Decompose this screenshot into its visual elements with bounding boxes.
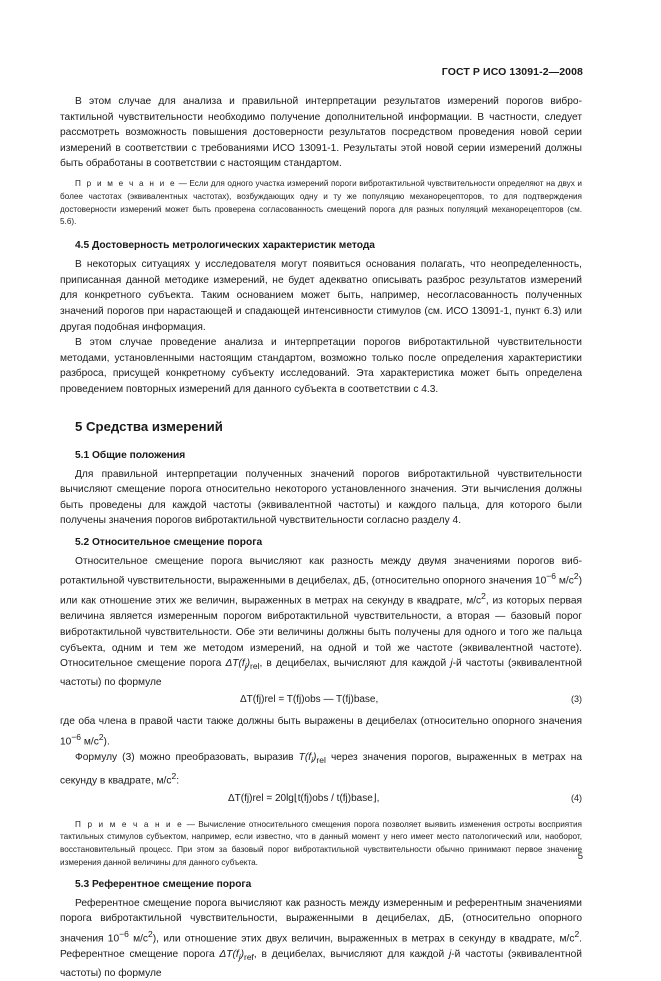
formula-4-expression: ΔT(fj)rel = 20lg⌊t(fj)obs / t(fj)base⌋,	[228, 792, 380, 804]
note-text: — Если для одного участка измерений пороги вибротактильной чувствительности определяют на двух и более частотах (эквивалентных частотах), возбуждающих одну и ту же популяцию механорецепторов, то для подтверждения достоверности измерений может быть проверена согласованность смещений порога для разных популяций механорецепторов (см. 5.6).	[60, 178, 582, 227]
section-5-2-paragraph-1: Относительное смещение порога вычисляют как разность между двумя значениями порогов вибротактильной чувствительности, выраженными в децибелах, дБ, (относительно опорного значения $10^{-6}$ $м/с^2$) или как отношение этих же величин, выраженных в метрах на секунду в квадрате, $м/с^2$, из которых первая величина является измеренным порогом вибротактильной чувствительности, а вторая — базовый порог вибротактильной чувствительности. Обе эти величины должны быть получены для одного и того же пальца субъекта, одним и тем же методом измерений, на одной и той же частоте (эквивалентной частоте). Относительное смещение порога $\Delta T(f_j)_{rel}$, в децибелах, вычисляют для каждой j-й частоты (эквивалентной частоты) по формуле	[60, 555, 583, 688]
section-4-5-title: 4.5 Достоверность метрологических характеристик метода	[75, 240, 375, 252]
note-1	[60, 178, 582, 229]
section-5-3-paragraph: Референтное смещение порога вычисляют как разность между измеренным и референтным значениями порога вибротактильной чувствительности, выраженными в децибелах, дБ, (относительно опорного значения $10^{-6}$ $м/с^2$), или отношение этих двух величин, выраженных в метрах в секунду в квадрате, $м/с^2$. Референтное смещение порога $\Delta T(f_j)_{ref}$, в децибелах, вычисляют для каждой j-й частоты (эквивалентной частоты) по формуле	[60, 897, 583, 979]
formula-4-number: (4)	[571, 792, 582, 803]
note-text: — Вычисление относительного смещения порога позволяет выявить изменения остроты восприятия тактильных стимулов субъектом, например, если известно, что в данный момент у него имеет место патологический или, наоборот, восстановительный процесс. При этом за базовый порог вибротактильной чувствительности обычно принимают первое значение измерения данной величины для данного субъекта.	[60, 819, 582, 868]
section-5-2-title: 5.2 Относительное смещение порога	[75, 536, 263, 548]
note-label: П р и м е ч а н и е	[75, 178, 177, 188]
section-5-1-paragraph: Для правильной интерпретации полученных значений порогов вибротактильной чувствительности вычисляют смещение порога относительно некоторого установленного значения. Эти вычисления должны быть проведены для каждой частоты (эквивалентной частоты) и каждого пальца, для которого были получены значения порогов вибротактильной чувствительности согласно разделу 4.	[60, 468, 582, 527]
formula-3-number: (3)	[571, 694, 582, 705]
formula-3-expression: ΔT(fj)rel = T(fj)obs — T(fj)base,	[240, 694, 379, 706]
section-5-title: 5 Средства измерений	[75, 418, 223, 434]
page-content	[60, 94, 582, 981]
paragraph-intro: В этом случае для анализа и правильной интерпретации результатов измерений порогов вибротактильной чувствительности необходимо получение дополнительной информации. В частности, следует рассмотреть возможность повышения достоверности результатов посредством проведения новой серии измерений в соответствии с требованиями ИСО 13091-1. Результаты этой новой серии измерений должны быть обработаны в соответствии с настоящим стандартом.	[60, 96, 582, 170]
section-4-5-paragraph-1: В некоторых ситуациях у исследователя могут появиться основания полагать, что неопределенность, приписанная данной методике измерений, не будет адекватно описывать разброс результатов измерений для конкретного субъекта. Таким основанием может быть, например, несогласованность полученных значений порогов при нарастающей и спадающей интенсивности стимулов (см. ИСО 13091-1, пункт 6.3) или другая подобная информация.	[60, 259, 582, 333]
section-4-5-paragraph-2: В этом случае проведение анализа и интерпретации порогов вибротактильной чувствительности методами, установленными настоящим стандартом, возможно только после определения характеристики разброса, присущей конкретному субъекту исследований. Эта характеристика может быть определена проведением повторных измерений для данного субъекта в соответствии с 4.3.	[60, 337, 582, 395]
formula-4	[60, 789, 582, 813]
formula-3	[60, 690, 582, 714]
section-5-3-title: 5.3 Референтное смещение порога	[75, 878, 252, 890]
document-header: ГОСТ Р ИСО 13091-2—2008	[441, 66, 583, 78]
page-number: 5	[577, 851, 583, 862]
note-2	[60, 819, 582, 870]
section-5-2-paragraph-3: Формулу (3) можно преобразовать, выразив $T(f_i)_{rel}$ через значения порогов, выраженных в метрах на секунду в квадрате, $м/с^2$:	[60, 752, 582, 787]
section-5-1-title: 5.1 Общие положения	[75, 449, 186, 461]
section-5-2-paragraph-2: где оба члена в правой части также должны быть выражены в децибелах (относительно опорного значения $10^{-6}$ $м/с^2$).	[60, 716, 582, 748]
note-label: П р и м е ч а н и е	[75, 819, 184, 829]
